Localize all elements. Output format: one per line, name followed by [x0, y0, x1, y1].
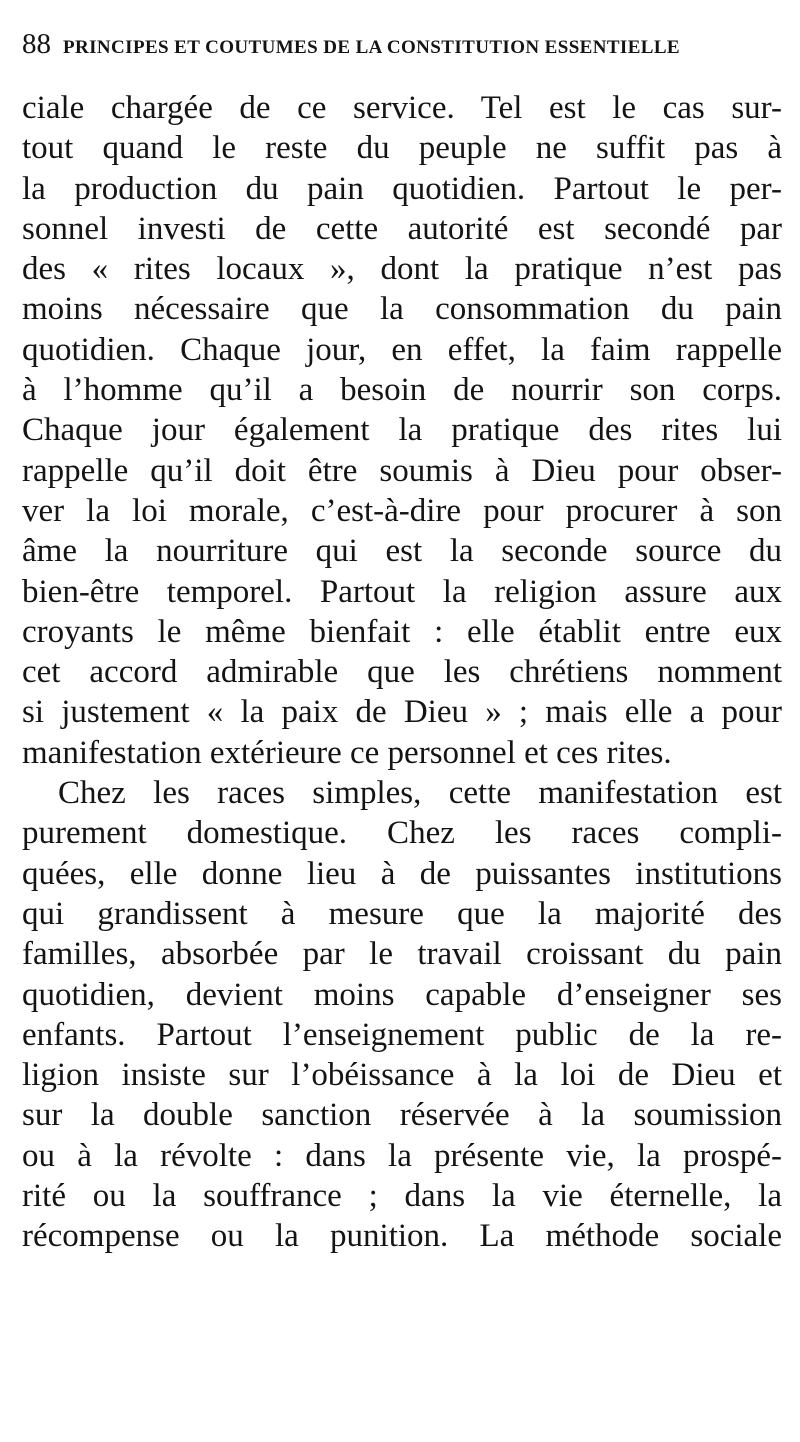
text-line: rité ou la souffrance ; dans la vie éternelle, la: [22, 1178, 782, 1215]
text-line: Chaque jour également la pratique des rites lui: [22, 412, 782, 449]
text-line: des « rites locaux », dont la pratique n’est pas: [22, 251, 782, 288]
text-line: familles, absorbée par le travail croissant du pain: [22, 936, 782, 973]
text-line: à l’homme qu’il a besoin de nourrir son corps.: [22, 372, 782, 409]
text-line: si justement « la paix de Dieu » ; mais elle a pour: [22, 694, 782, 731]
text-line: cet accord admirable que les chrétiens nomment: [22, 654, 782, 691]
body-text: [22, 88, 782, 1257]
text-line: âme la nourriture qui est la seconde source du: [22, 533, 782, 570]
text-line: récompense ou la punition. La méthode sociale: [22, 1218, 782, 1255]
text-line: tout quand le reste du peuple ne suffit pas à: [22, 130, 782, 167]
text-line: Chez les races simples, cette manifestation est: [58, 775, 782, 812]
running-head: [22, 28, 782, 72]
text-line: la production du pain quotidien. Partout le per-: [22, 170, 782, 207]
text-line: manifestation extérieure ce personnel et ces rites.: [22, 734, 672, 771]
paragraph-2: [22, 773, 782, 1257]
text-line: purement domestique. Chez les races compli-: [22, 815, 782, 852]
text-line: ou à la révolte : dans la présente vie, la prospé-: [22, 1137, 782, 1174]
text-line: ver la loi morale, c’est-à-dire pour procurer à son: [22, 492, 782, 529]
paragraph-1: [22, 88, 782, 773]
running-title: PRINCIPES ET COUTUMES DE LA CONSTITUTION ESSENTIELLE: [63, 37, 681, 58]
text-line: enfants. Partout l’enseignement public de la re-: [22, 1016, 782, 1053]
text-line: croyants le même bienfait : elle établit entre eux: [22, 613, 782, 650]
text-line: bien-être temporel. Partout la religion assure aux: [22, 573, 782, 610]
text-line: quotidien, devient moins capable d’enseigner ses: [22, 976, 782, 1013]
text-line: sonnel investi de cette autorité est secondé par: [22, 210, 782, 247]
text-line: moins nécessaire que la consommation du pain: [22, 291, 782, 328]
text-line: ligion insiste sur l’obéissance à la loi de Dieu et: [22, 1057, 782, 1094]
text-line: ciale chargée de ce service. Tel est le cas sur-: [22, 90, 782, 126]
text-line: quotidien. Chaque jour, en effet, la faim rappelle: [22, 331, 782, 368]
text-line: sur la double sanction réservée à la soumission: [22, 1097, 782, 1134]
page-number: 88: [22, 28, 51, 60]
text-line: rappelle qu’il doit être soumis à Dieu pour obser-: [22, 452, 782, 489]
text-line: quées, elle donne lieu à de puissantes institutions: [22, 855, 782, 892]
text-line: qui grandissent à mesure que la majorité des: [22, 895, 782, 932]
